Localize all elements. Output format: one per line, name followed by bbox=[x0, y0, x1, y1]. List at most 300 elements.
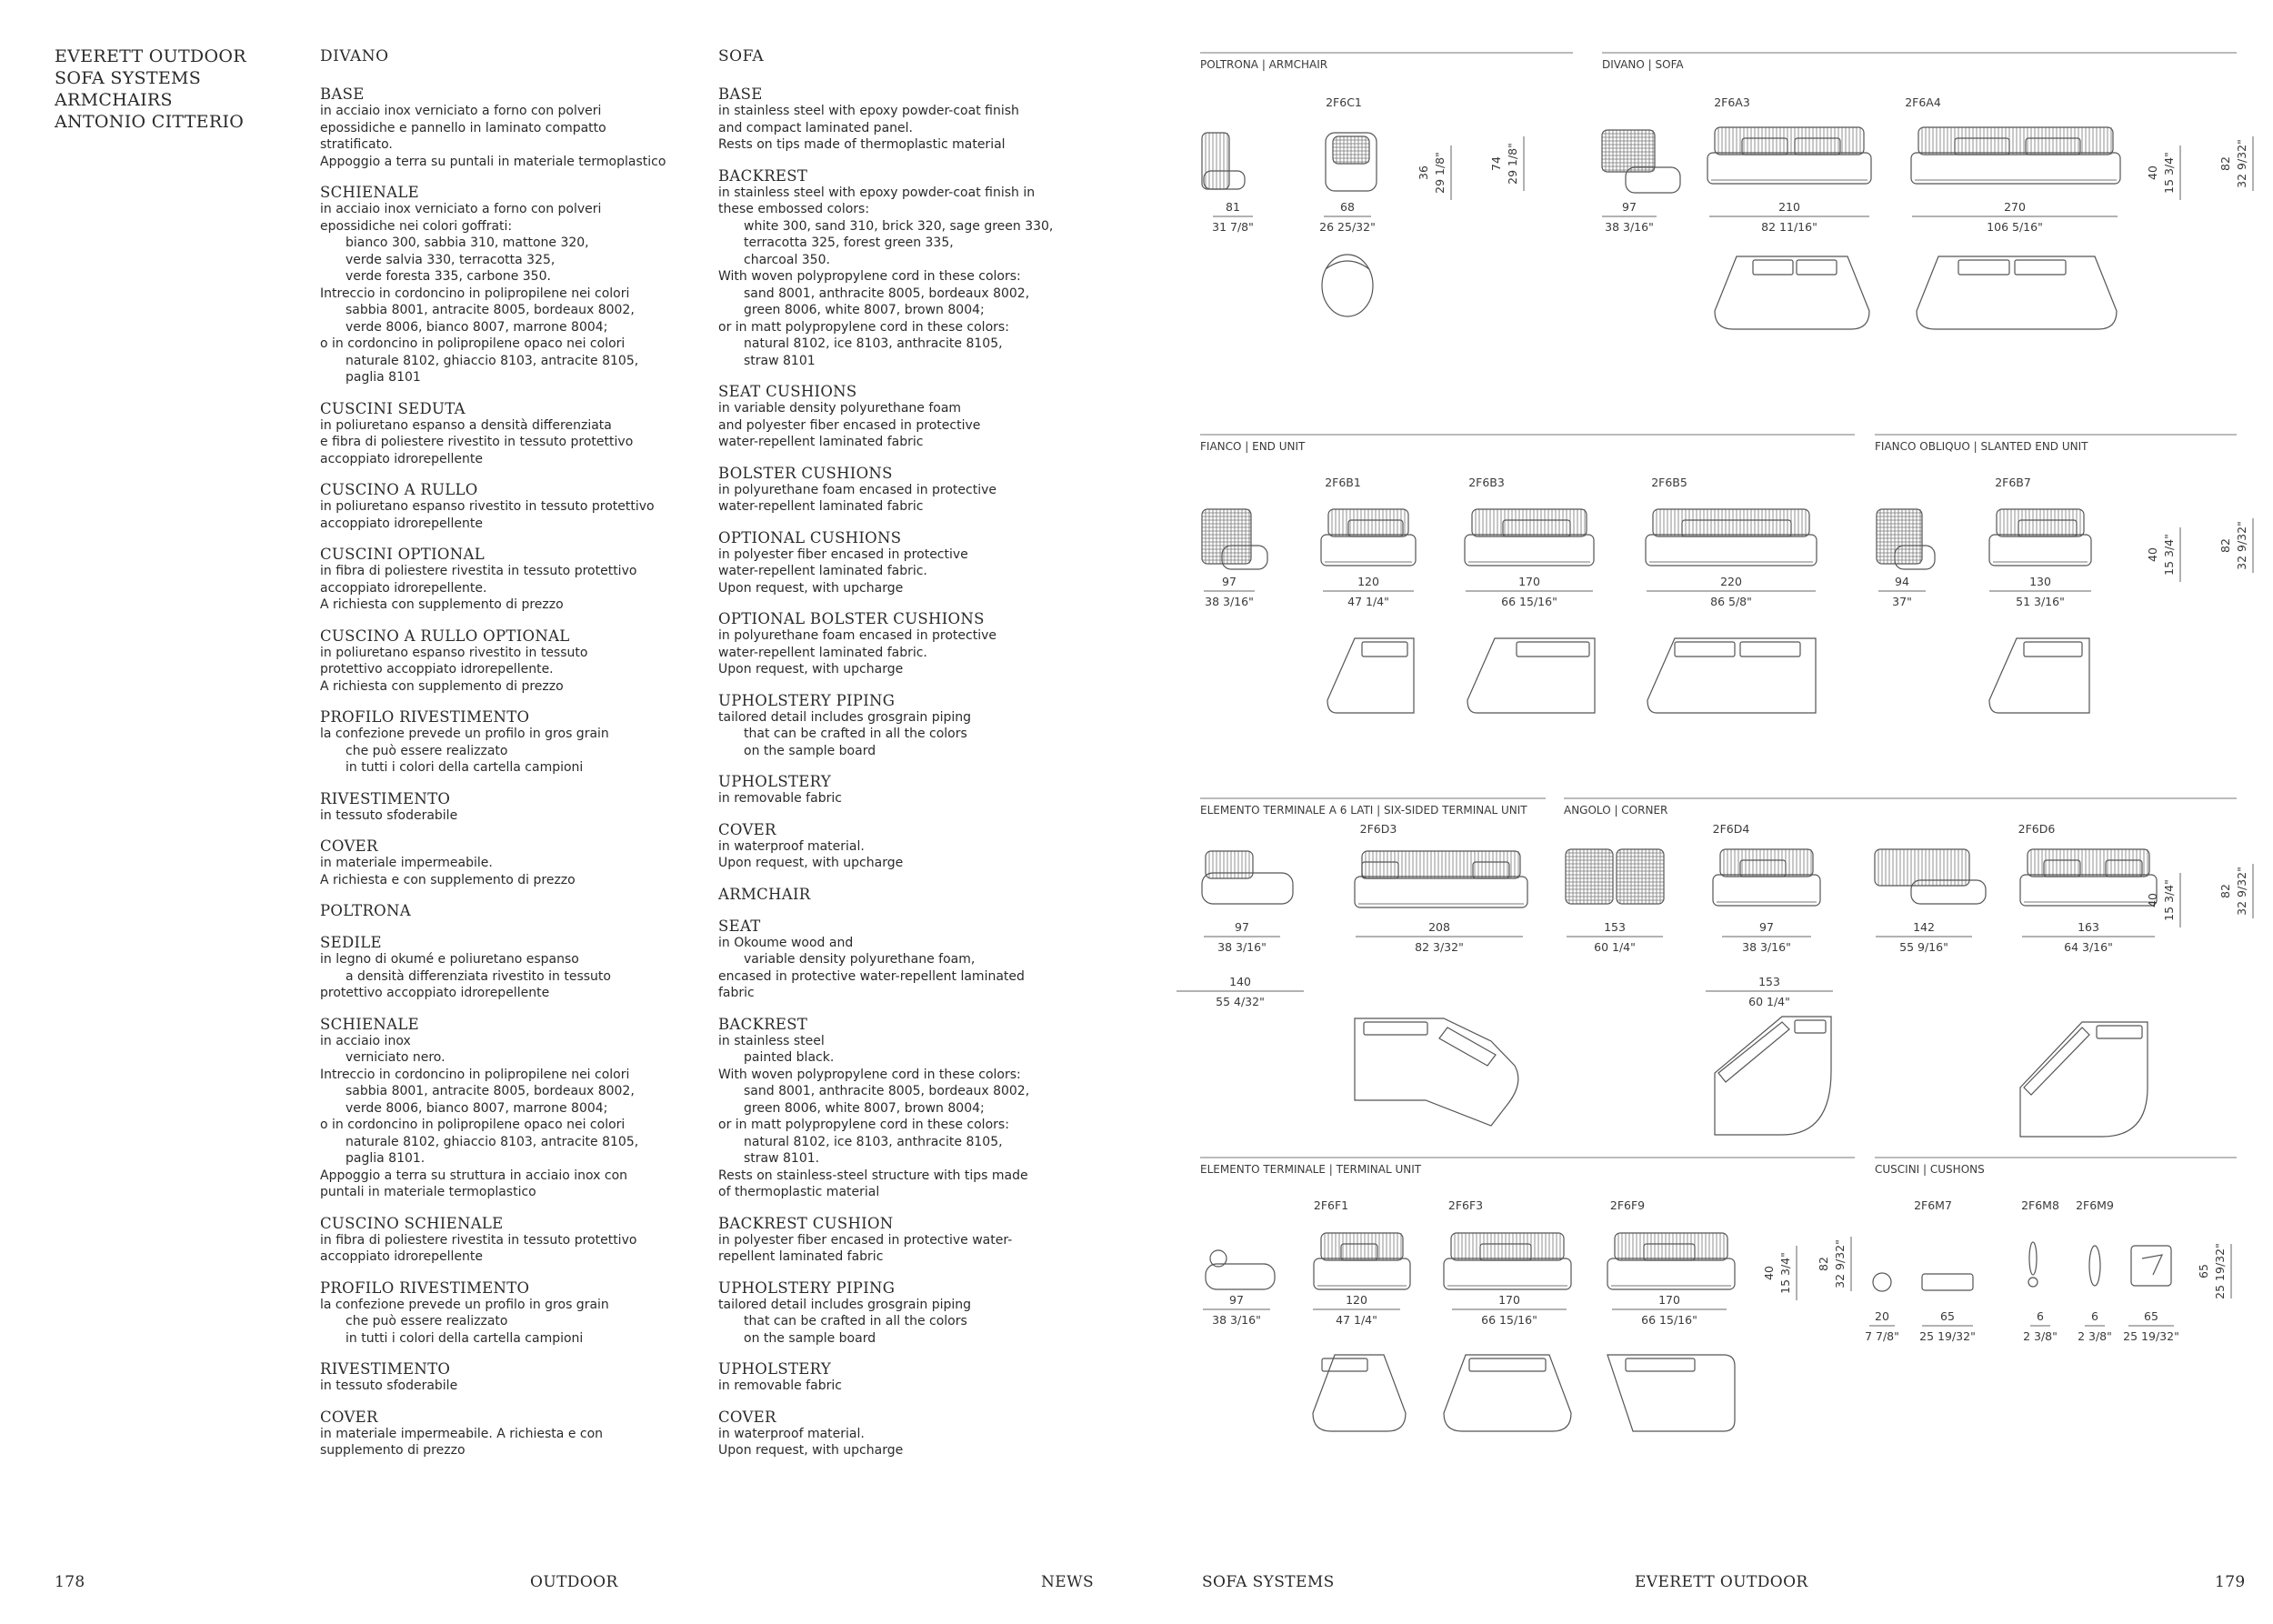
section-heading: RIVESTIMENTO bbox=[320, 789, 451, 807]
plan-pillow bbox=[1626, 1358, 1695, 1371]
section-text: protettivo accoppiato idrorepellente. bbox=[320, 662, 554, 677]
seat-cushion bbox=[1646, 535, 1817, 566]
dimension-cm: 97 bbox=[1759, 920, 1774, 934]
section-heading: PROFILO RIVESTIMENTO bbox=[320, 708, 530, 726]
seat-cushion bbox=[1465, 535, 1594, 566]
plan-pillow bbox=[1795, 1020, 1826, 1033]
plan-pillow bbox=[1753, 260, 1793, 275]
seat-cushion bbox=[1607, 1258, 1735, 1289]
footer-news: NEWS bbox=[1041, 1573, 1095, 1591]
dimension-cm: 6 bbox=[2037, 1309, 2044, 1323]
section-text: accoppiato idrorepellente bbox=[320, 516, 484, 531]
section-title: ELEMENTO TERMINALE | TERMINAL UNIT bbox=[1200, 1163, 1422, 1176]
section-text: in polyurethane foam encased in protective bbox=[718, 628, 997, 643]
section-text: and polyester fiber encased in protective bbox=[718, 417, 981, 433]
seat-cushion bbox=[1314, 1258, 1410, 1289]
section-text: in poliuretano espanso rivestito in tessuto bbox=[320, 645, 588, 660]
section-heading: COVER bbox=[718, 1408, 776, 1426]
brand-line: ANTONIO CITTERIO bbox=[55, 112, 245, 132]
height-inch: 32 9/32" bbox=[2235, 867, 2248, 916]
product-code: 2F6F1 bbox=[1313, 1198, 1349, 1212]
height-inch: 15 3/4" bbox=[2162, 879, 2176, 921]
plan-pillow bbox=[1740, 642, 1800, 657]
section-text: verde foresta 335, carbone 350. bbox=[345, 269, 551, 284]
section-text: tailored detail includes grosgrain piping bbox=[718, 1297, 972, 1312]
section-text: in polyurethane foam encased in protective bbox=[718, 482, 997, 497]
section-text: or in matt polypropylene cord in these colors: bbox=[718, 319, 1009, 335]
height-inch: 29 1/8" bbox=[1433, 152, 1447, 194]
section-text: che può essere realizzato bbox=[345, 743, 508, 758]
section-text: accoppiato idrorepellente bbox=[320, 1249, 484, 1264]
section-heading: BACKREST CUSHION bbox=[718, 1214, 894, 1232]
dimension-cm: 81 bbox=[1226, 200, 1240, 214]
section-heading: OPTIONAL CUSHIONS bbox=[718, 528, 902, 546]
section-text: verde salvia 330, terracotta 325, bbox=[345, 252, 556, 267]
section-heading: OPTIONAL BOLSTER CUSHIONS bbox=[718, 610, 985, 627]
bolster-cushion-side bbox=[1922, 1274, 1973, 1290]
section-text: With woven polypropylene cord in these colors: bbox=[718, 269, 1021, 284]
dimension-cm: 94 bbox=[1895, 575, 1909, 588]
dimension-inch: 82 11/16" bbox=[1761, 220, 1817, 234]
height-inch: 32 9/32" bbox=[1833, 1239, 1847, 1288]
dimension-inch: 31 7/8" bbox=[1212, 220, 1254, 234]
footer-everett-outdoor: EVERETT OUTDOOR bbox=[1635, 1573, 1808, 1591]
section-heading: BACKREST bbox=[718, 1015, 808, 1033]
dimension-cm: 68 bbox=[1340, 200, 1355, 214]
section-heading: SCHIENALE bbox=[320, 1015, 419, 1033]
section-heading: UPHOLSTERY bbox=[718, 773, 832, 790]
height-cm: 82 bbox=[2218, 156, 2232, 171]
section-text: in stainless steel with epoxy powder-coat finish bbox=[718, 104, 1019, 118]
armchair-front-weave bbox=[1333, 136, 1369, 164]
height-cm: 40 bbox=[1762, 1266, 1776, 1280]
section-text: in tutti i colori della cartella campioni bbox=[345, 1330, 584, 1346]
cushion-2f6m8-detail bbox=[2028, 1278, 2038, 1287]
backrest-weave bbox=[1997, 509, 2084, 536]
dimension-cm: 65 bbox=[2144, 1309, 2158, 1323]
section-text: verde 8006, bianco 8007, marrone 8004; bbox=[345, 319, 608, 335]
end-unit-plan-220 bbox=[1647, 638, 1816, 713]
dimension-cm: 170 bbox=[1498, 1293, 1520, 1307]
section-text: verniciato nero. bbox=[345, 1050, 446, 1065]
section-text: white 300, sand 310, brick 320, sage green 330, bbox=[744, 218, 1054, 234]
dimension-inch: 47 1/4" bbox=[1347, 595, 1389, 608]
section-text: Appoggio a terra su puntali in materiale termoplastico bbox=[320, 154, 666, 169]
back-pillow bbox=[1742, 138, 1787, 155]
dimension-cm: 210 bbox=[1778, 200, 1800, 214]
dimension-inch: 38 3/16" bbox=[1212, 1313, 1261, 1327]
product-code: 2F6M8 bbox=[2021, 1198, 2059, 1212]
backrest-outline bbox=[1451, 1233, 1564, 1260]
backrest-weave bbox=[1653, 509, 1809, 536]
section-heading: UPHOLSTERY PIPING bbox=[718, 691, 896, 709]
dimension-inch: 51 3/16" bbox=[2016, 595, 2065, 608]
backrest-weave bbox=[1472, 509, 1587, 536]
dimension-inch: 64 3/16" bbox=[2064, 940, 2113, 954]
section-text: protettivo accoppiato idrorepellente bbox=[320, 986, 550, 1000]
section-text: paglia 8101 bbox=[345, 370, 421, 385]
section-text: water-repellent laminated fabric bbox=[718, 499, 924, 514]
height-inch: 32 9/32" bbox=[2235, 521, 2248, 570]
section-heading: BOLSTER CUSHIONS bbox=[718, 464, 893, 482]
section-heading: CUSCINO A RULLO OPTIONAL bbox=[320, 627, 570, 645]
section-text: A richiesta e con supplemento di prezzo bbox=[320, 872, 576, 887]
armchair-plan-outline bbox=[1322, 255, 1373, 316]
section-text: straw 8101 bbox=[744, 353, 816, 368]
section-text: water-repellent laminated fabric bbox=[718, 435, 924, 449]
section-title: ANGOLO | CORNER bbox=[1564, 804, 1668, 817]
section-text: epossidiche e pannello in laminato compatto bbox=[320, 120, 606, 135]
section-text: e fibra di poliestere rivestito in tessuto protettivo bbox=[320, 435, 634, 449]
six-sided-side-seat bbox=[1202, 873, 1293, 904]
section-text: Appoggio a terra su struttura in acciaio inox con bbox=[320, 1168, 628, 1183]
section-text: water-repellent laminated fabric. bbox=[718, 645, 927, 660]
dimension-cm: 153 bbox=[1604, 920, 1626, 934]
dimension-inch: 66 15/16" bbox=[1481, 1313, 1537, 1327]
section-text: in materiale impermeabile. A richiesta e con bbox=[320, 1426, 604, 1441]
section-text: in waterproof material. bbox=[718, 838, 865, 854]
dimension-inch: 38 3/16" bbox=[1742, 940, 1791, 954]
cushion-2f6m8-side bbox=[2029, 1242, 2037, 1275]
section-text: in acciaio inox bbox=[320, 1033, 411, 1048]
backrest-outline bbox=[1615, 1233, 1727, 1260]
section-text: natural 8102, ice 8103, anthracite 8105, bbox=[744, 1134, 1003, 1149]
corner-plan-b bbox=[2020, 1022, 2148, 1137]
plan-pillow bbox=[1958, 260, 2009, 275]
sofa-plan-210 bbox=[1715, 256, 1869, 329]
armchair-side-weave bbox=[1202, 133, 1229, 189]
section-text: sand 8001, anthracite 8005, bordeaux 8002, bbox=[744, 1084, 1030, 1098]
section-title: POLTRONA | ARMCHAIR bbox=[1200, 58, 1328, 71]
dimension-inch: 66 15/16" bbox=[1501, 595, 1557, 608]
section-text: naturale 8102, ghiaccio 8103, antracite 8105, bbox=[345, 1134, 639, 1149]
section-heading: RIVESTIMENTO bbox=[320, 1360, 451, 1378]
terminal-side-seat bbox=[1206, 1264, 1275, 1289]
dimension-inch: 2 3/8" bbox=[2078, 1329, 2112, 1343]
dimension-cm: 220 bbox=[1720, 575, 1742, 588]
plan-outline bbox=[1467, 638, 1595, 713]
section-heading: BASE bbox=[718, 85, 763, 103]
height-inch: 15 3/4" bbox=[2162, 152, 2176, 194]
dimension-inch: 55 4/32" bbox=[1216, 995, 1265, 1008]
section-text: Intreccio in cordoncino in polipropilene nei colori bbox=[320, 286, 630, 301]
section-text: la confezione prevede un profilo in gros grain bbox=[320, 1297, 609, 1312]
section-text: in waterproof material. bbox=[718, 1426, 865, 1441]
dimension-cm: 6 bbox=[2091, 1309, 2098, 1323]
section-heading: SCHIENALE bbox=[320, 184, 419, 201]
seat-cushion bbox=[1707, 153, 1871, 184]
section-text: stratificato. bbox=[320, 137, 393, 152]
dimension-inch: 86 5/8" bbox=[1710, 595, 1752, 608]
plan-outline bbox=[1313, 1355, 1406, 1431]
section-text: straw 8101. bbox=[744, 1151, 820, 1166]
product-code: 2F6C1 bbox=[1326, 95, 1362, 109]
dimension-cm: 140 bbox=[1229, 975, 1251, 988]
dimension-cm: 170 bbox=[1518, 575, 1540, 588]
sofa-side-weave bbox=[1602, 130, 1655, 172]
terminal-plan-170-a bbox=[1444, 1355, 1571, 1431]
backrest-weave bbox=[1715, 127, 1864, 155]
seat-cushion bbox=[2020, 875, 2157, 906]
dimension-cm: 120 bbox=[1357, 575, 1379, 588]
product-code: 2F6B3 bbox=[1468, 476, 1505, 489]
backrest-outline bbox=[1653, 509, 1809, 536]
cushion-2f6m9-side bbox=[2089, 1246, 2100, 1286]
plan-pillow bbox=[2097, 1026, 2142, 1038]
product-code: 2F6D6 bbox=[2018, 822, 2056, 836]
section-heading: SEAT CUSHIONS bbox=[718, 383, 857, 400]
dimension-inch: 60 1/4" bbox=[1594, 940, 1636, 954]
section-text: A richiesta con supplemento di prezzo bbox=[320, 678, 564, 694]
section-text: in materiale impermeabile. bbox=[320, 856, 493, 870]
dimension-cm: 153 bbox=[1758, 975, 1780, 988]
dimension-inch: 55 9/16" bbox=[1899, 940, 1948, 954]
end-unit-side-weave bbox=[1202, 509, 1251, 564]
height-cm: 65 bbox=[2197, 1264, 2210, 1278]
section-text: paglia 8101. bbox=[345, 1151, 426, 1166]
six-sided-side-weave bbox=[1206, 851, 1253, 878]
backrest-outline bbox=[1472, 509, 1587, 536]
section-heading: UPHOLSTERY PIPING bbox=[718, 1278, 896, 1297]
dimension-cm: 170 bbox=[1658, 1293, 1680, 1307]
plan-pillow bbox=[2024, 1028, 2089, 1095]
dimension-cm: 97 bbox=[1222, 575, 1237, 588]
height-cm: 82 bbox=[2218, 884, 2232, 898]
section-text: water-repellent laminated fabric. bbox=[718, 564, 927, 578]
section-text: in acciaio inox verniciato a forno con polveri bbox=[320, 104, 602, 118]
section-title: FIANCO | END UNIT bbox=[1200, 440, 1306, 453]
seat-cushion bbox=[1989, 535, 2091, 566]
brand-line: EVERETT OUTDOOR bbox=[55, 46, 246, 66]
dimension-inch: 26 25/32" bbox=[1319, 220, 1376, 234]
section-heading: CUSCINO A RULLO bbox=[320, 481, 478, 498]
plan-outline bbox=[1989, 638, 2089, 713]
section-heading: POLTRONA bbox=[320, 902, 411, 919]
product-code: 2F6D3 bbox=[1359, 822, 1397, 836]
height-cm: 74 bbox=[1489, 156, 1503, 171]
corner-weave-b bbox=[1617, 849, 1664, 904]
height-cm: 82 bbox=[1817, 1257, 1830, 1271]
section-text: la confezione prevede un profilo in gros grain bbox=[320, 727, 609, 741]
section-text: encased in protective water-repellent laminated bbox=[718, 968, 1025, 984]
section-text: variable density polyurethane foam, bbox=[744, 952, 976, 967]
product-code: 2F6A3 bbox=[1714, 95, 1750, 109]
dimension-cm: 142 bbox=[1913, 920, 1935, 934]
section-title: ELEMENTO TERMINALE A 6 LATI | SIX-SIDED TERMINAL UNIT bbox=[1200, 804, 1527, 817]
section-text: epossidiche nei colori goffrati: bbox=[320, 218, 513, 234]
section-heading: SEAT bbox=[718, 917, 761, 935]
section-heading: SEDILE bbox=[320, 934, 382, 951]
dimension-cm: 97 bbox=[1229, 1293, 1244, 1307]
dimension-inch: 37" bbox=[1892, 595, 1912, 608]
back-pillow bbox=[1740, 860, 1786, 877]
section-text: o in cordoncino in polipropilene opaco nei colori bbox=[320, 336, 626, 351]
section-text: sabbia 8001, antracite 8005, bordeaux 8002, bbox=[345, 303, 635, 317]
section-text: sand 8001, anthracite 8005, bordeaux 8002, bbox=[744, 286, 1030, 301]
sofa-plan-270 bbox=[1917, 256, 2117, 329]
section-text: terracotta 325, forest green 335, bbox=[744, 236, 954, 250]
section-text: repellent laminated fabric bbox=[718, 1249, 884, 1264]
dimension-inch: 7 7/8" bbox=[1865, 1329, 1899, 1343]
height-cm: 36 bbox=[1417, 165, 1430, 180]
plan-pillow bbox=[2015, 260, 2066, 275]
section-text: in polyester fiber encased in protective water- bbox=[718, 1232, 1013, 1248]
section-text: fabric bbox=[718, 986, 755, 1000]
section-text: painted black. bbox=[744, 1050, 835, 1065]
product-code: 2F6D4 bbox=[1712, 822, 1750, 836]
end-unit-plan-120 bbox=[1327, 638, 1414, 713]
section-text: puntali in materiale termoplastico bbox=[320, 1185, 536, 1199]
slanted-plan bbox=[1989, 638, 2089, 713]
dimension-cm: 270 bbox=[2004, 200, 2026, 214]
product-code: 2F6B7 bbox=[1995, 476, 2031, 489]
dimension-inch: 47 1/4" bbox=[1336, 1313, 1377, 1327]
backrest-outline bbox=[1202, 133, 1229, 189]
slanted-side-weave bbox=[1877, 509, 1922, 564]
section-text: in tessuto sfoderabile bbox=[320, 1378, 458, 1393]
plan-pillow bbox=[2024, 642, 2082, 657]
dimension-cm: 130 bbox=[2029, 575, 2051, 588]
section-text: in removable fabric bbox=[718, 1378, 842, 1393]
brand-line: SOFA SYSTEMS bbox=[55, 68, 202, 88]
terminal-plan-170-b bbox=[1607, 1355, 1735, 1431]
product-code: 2F6F3 bbox=[1447, 1198, 1484, 1212]
section-text: these embossed colors: bbox=[718, 202, 870, 216]
section-text: in poliuretano espanso a densità differenziata bbox=[320, 417, 612, 433]
section-text: A richiesta con supplemento di prezzo bbox=[320, 597, 564, 612]
seat-cushion bbox=[1355, 877, 1527, 907]
height-cm: 82 bbox=[2218, 538, 2232, 553]
backrest-weave bbox=[1615, 1233, 1727, 1260]
section-heading: COVER bbox=[320, 837, 378, 855]
cushion-2f6m9-front bbox=[2131, 1246, 2171, 1286]
section-text: Intreccio in cordoncino in polipropilene nei colori bbox=[320, 1067, 630, 1082]
column-title: DIVANO bbox=[320, 47, 389, 65]
product-code: 2F6F9 bbox=[1609, 1198, 1646, 1212]
corner-plan-a bbox=[1715, 1017, 1831, 1135]
back-pillow bbox=[1503, 520, 1570, 536]
section-text: in Okoume wood and bbox=[718, 935, 854, 950]
section-heading: COVER bbox=[718, 820, 776, 838]
plan-pillow bbox=[1362, 642, 1407, 657]
page-number-left: 178 bbox=[55, 1573, 85, 1591]
dimension-inch: 66 15/16" bbox=[1641, 1313, 1697, 1327]
dimension-inch: 106 5/16" bbox=[1987, 220, 2043, 234]
section-heading: ARMCHAIR bbox=[718, 885, 811, 903]
section-text: Rests on stainless-steel structure with tips made bbox=[718, 1168, 1028, 1183]
height-inch: 25 19/32" bbox=[2213, 1243, 2227, 1299]
section-title: FIANCO OBLIQUO | SLANTED END UNIT bbox=[1875, 440, 2088, 453]
backrest-weave bbox=[2028, 849, 2149, 877]
section-title: DIVANO | SOFA bbox=[1602, 58, 1684, 71]
backrest-outline bbox=[1720, 849, 1813, 877]
armchair-plan-back bbox=[1326, 261, 1369, 269]
section-text: accoppiato idrorepellente. bbox=[320, 580, 487, 596]
section-text: that can be crafted in all the colors bbox=[744, 727, 967, 741]
section-text: a densità differenziata rivestito in tessuto bbox=[345, 968, 611, 984]
section-text: in acciaio inox verniciato a forno con polveri bbox=[320, 202, 602, 216]
section-heading: CUSCINI SEDUTA bbox=[320, 399, 466, 417]
dimension-inch: 25 19/32" bbox=[2123, 1329, 2179, 1343]
section-text: Upon request, with upcharge bbox=[718, 856, 904, 870]
backrest-weave bbox=[1918, 127, 2113, 155]
height-inch: 15 3/4" bbox=[2162, 534, 2176, 576]
section-text: in removable fabric bbox=[718, 791, 842, 806]
section-heading: PROFILO RIVESTIMENTO bbox=[320, 1278, 530, 1297]
height-inch: 29 1/8" bbox=[1506, 143, 1519, 185]
section-text: With woven polypropylene cord in these colors: bbox=[718, 1067, 1021, 1082]
seat-cushion bbox=[1911, 153, 2120, 184]
section-text: naturale 8102, ghiaccio 8103, antracite 8105, bbox=[345, 353, 639, 368]
section-text: in tessuto sfoderabile bbox=[320, 807, 458, 823]
height-cm: 40 bbox=[2146, 547, 2159, 562]
dimension-cm: 65 bbox=[1940, 1309, 1955, 1323]
section-heading: COVER bbox=[320, 1408, 378, 1426]
plan-pillow bbox=[1364, 1022, 1427, 1035]
section-heading: UPHOLSTERY bbox=[718, 1360, 832, 1378]
section-text: in stainless steel with epoxy powder-coat finish in bbox=[718, 185, 1036, 200]
section-heading: BACKREST bbox=[718, 166, 808, 185]
section-text: accoppiato idrorepellente bbox=[320, 451, 484, 466]
section-text: in variable density polyurethane foam bbox=[718, 401, 962, 416]
section-text: in polyester fiber encased in protective bbox=[718, 546, 968, 562]
plan-pillow bbox=[1797, 260, 1837, 275]
height-cm: 40 bbox=[2146, 165, 2159, 180]
dimension-cm: 20 bbox=[1875, 1309, 1889, 1323]
dimension-cm: 208 bbox=[1428, 920, 1450, 934]
section-text: Upon request, with upcharge bbox=[718, 662, 904, 677]
backrest-weave bbox=[1720, 849, 1813, 877]
plan-outline bbox=[1647, 638, 1816, 713]
seat-cushion bbox=[1713, 875, 1820, 906]
section-text: on the sample board bbox=[744, 1330, 876, 1346]
dimension-inch: 38 3/16" bbox=[1217, 940, 1267, 954]
section-text: Upon request, with upcharge bbox=[718, 1443, 904, 1458]
terminal-plan-120 bbox=[1313, 1355, 1406, 1431]
plan-outline bbox=[1715, 256, 1869, 329]
section-text: green 8006, white 8007, brown 8004; bbox=[744, 303, 985, 317]
section-heading: CUSCINI OPTIONAL bbox=[320, 546, 485, 563]
plan-outline bbox=[1444, 1355, 1571, 1431]
section-text: in poliuretano espanso rivestito in tessuto protettivo bbox=[320, 499, 655, 514]
bolster-cushion-end bbox=[1873, 1273, 1891, 1291]
section-text: supplemento di prezzo bbox=[320, 1443, 466, 1458]
section-text: sabbia 8001, antracite 8005, bordeaux 8002, bbox=[345, 1084, 635, 1098]
dimension-cm: 163 bbox=[2078, 920, 2099, 934]
backrest-weave bbox=[1321, 1233, 1403, 1260]
product-code: 2F6A4 bbox=[1905, 95, 1941, 109]
corner-weave-a bbox=[1566, 849, 1613, 904]
dimension-cm: 120 bbox=[1346, 1293, 1367, 1307]
backrest-weave bbox=[1362, 851, 1520, 878]
section-text: o in cordoncino in polipropilene opaco nei colori bbox=[320, 1118, 626, 1132]
section-text: natural 8102, ice 8103, anthracite 8105, bbox=[744, 336, 1003, 351]
back-pillow bbox=[1795, 138, 1840, 155]
plan-pillow bbox=[1675, 642, 1735, 657]
section-text: and compact laminated panel. bbox=[718, 120, 913, 135]
backrest-outline bbox=[1602, 130, 1655, 172]
section-text: bianco 300, sabbia 310, mattone 320, bbox=[345, 236, 589, 250]
dimension-inch: 38 3/16" bbox=[1605, 220, 1654, 234]
dimension-cm: 97 bbox=[1622, 200, 1637, 214]
product-code: 2F6M7 bbox=[1914, 1198, 1952, 1212]
section-text: in legno di okumé e poliuretano espanso bbox=[320, 952, 579, 967]
cushion-fold-line bbox=[2142, 1255, 2162, 1275]
end-unit-plan-170 bbox=[1467, 638, 1595, 713]
column-title: SOFA bbox=[718, 47, 765, 65]
section-title: CUSCINI | CUSHONS bbox=[1875, 1163, 1985, 1176]
plan-pillow bbox=[1439, 1028, 1496, 1066]
